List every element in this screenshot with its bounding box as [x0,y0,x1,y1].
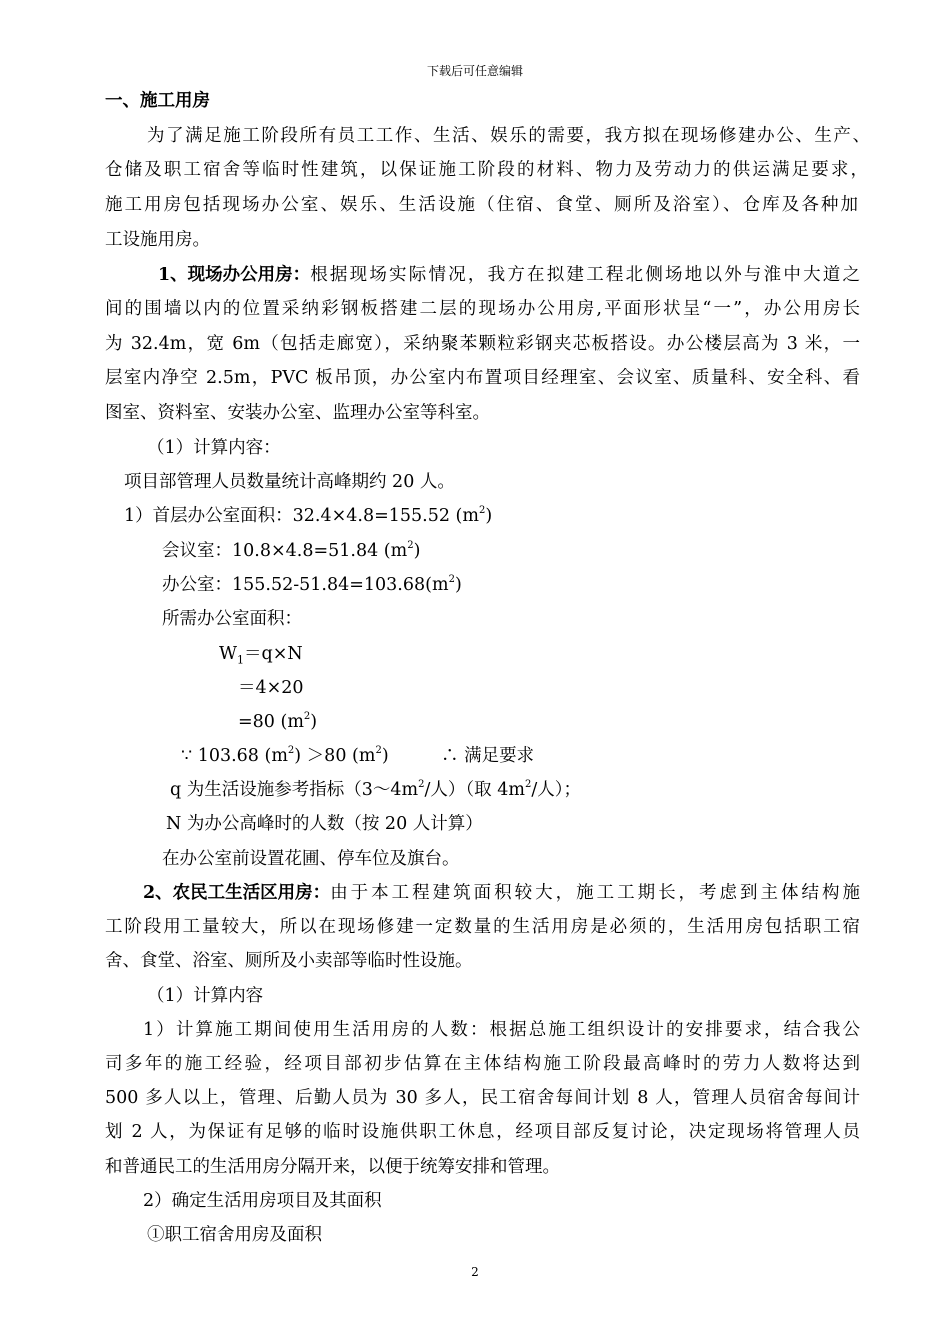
s1-line-3: 为 32.4m，宽 6m（包括走廊宽），采纳聚苯颗粒彩钢夹芯板搭设。办公楼层高为 3 米，一 [105,334,860,354]
s1-line-4: 层室内净空 2.5m，PVC 板吊顶，办公室内布置项目经理室、会议室、质量科、安全科、看 [105,368,860,388]
therefore-statement: ∴ 满足要求 [441,746,535,766]
s2-title: 2、农民工生活区用房： [143,883,331,903]
s1-meeting-room: 会议室：10.8×4.8=51.84 $(m^2)$ [162,540,421,561]
garden-note: 在办公室前设置花圃、停车位及旗台。 [162,849,460,869]
s1-staff-count: 项目部管理人员数量统计高峰期约 20 人。 [124,472,455,492]
s2-p3: ①职工宿舍用房及面积 [147,1225,322,1245]
s2-calc-title: （1）计算内容 [147,986,264,1006]
q-note: q 为生活设施参考指标（$3\sim 4m^2/$人）（取 $4m^2/$人）； [170,779,581,800]
page-number: 2 [471,1265,479,1279]
section-title: 一、施工用房 [105,91,210,111]
s2-line-1: 由于本工程建筑面积较大，施工工期长，考虑到主体结构施 [330,883,860,903]
formula-w1: $W_1=q\times N$ [219,644,303,667]
n-note: N 为办公高峰时的人数（按 20 人计算） [166,814,483,834]
formula-step-2: ＝4×20 [238,678,304,698]
formula-step-3: =80 $(m^2)$ [238,711,318,732]
s2-p1-line-1: 1）计算施工期间使用生活用房的人数：根据总施工组织设计的安排要求，结合我公 [143,1020,860,1040]
s1-first-line [158,264,860,286]
s1-calc-title: （1）计算内容： [147,438,281,458]
s1-line-1: 根据现场实际情况，我方在拟建工程北侧场地以外与淮中大道之 [310,265,860,285]
s2-p1-line-5: 和普通民工的生活用房分隔开来，以便于统筹安排和管理。 [105,1157,560,1177]
s1-area-first-floor: 1）首层办公室面积：32.4×4.8=155.52 $(m^2)$ [124,505,493,526]
s2-p1-line-3: 500 多人以上，管理、后勤人员为 30 多人，民工宿舍每间计划 8 人，管理人员宿舍每间计 [105,1088,860,1108]
intro-line-4: 工设施用房。 [105,230,210,250]
intro-line-3: 施工用房包括现场办公室、娱乐、生活设施（住宿、食堂、厕所及浴室）、仓库及各种加 [105,195,858,215]
s2-p1-line-2: 司多年的施工经验，经项目部初步估算在主体结构施工阶段最高峰时的劳力人数将达到 [105,1054,860,1074]
s1-line-5: 图室、资料室、安装办公室、监理办公室等科室。 [105,403,490,423]
s1-office-room: 办公室：$155.52-51.84=103.68(m^2)$ [162,574,462,595]
intro-line-1: 为了满足施工阶段所有员工工作、生活、娱乐的需要，我方拟在现场修建办公、生产、 [147,126,870,146]
page-header: 下载后可任意编辑 [426,64,523,78]
s2-line-3: 舍、食堂、浴室、厕所及小卖部等临时性设施。 [105,951,473,971]
s2-line-2: 工阶段用工量较大，所以在现场修建一定数量的生活用房是必须的，生活用房包括职工宿 [105,917,860,937]
s2-p1-line-4: 划 2 人，为保证有足够的临时设施供职工休息，经项目部反复讨论，决定现场将管理人员 [105,1122,860,1142]
because-statement: ∵ 103.68 $(m^2) >80$ $(m^2)$ [181,745,389,766]
s2-p2: 2）确定生活用房项目及其面积 [143,1191,382,1211]
s1-line-2: 间的围墙以内的位置采纳彩钢板搭建二层的现场办公用房,平面形状呈“一”，办公用房长 [105,299,860,319]
s2-first-line [143,882,860,904]
intro-line-2: 仓储及职工宿舍等临时性建筑，以保证施工阶段的材料、物力及劳动力的供运满足要求， [105,160,868,180]
s1-needed-area: 所需办公室面积： [162,609,302,629]
s1-title: 1、现场办公用房： [158,265,311,285]
